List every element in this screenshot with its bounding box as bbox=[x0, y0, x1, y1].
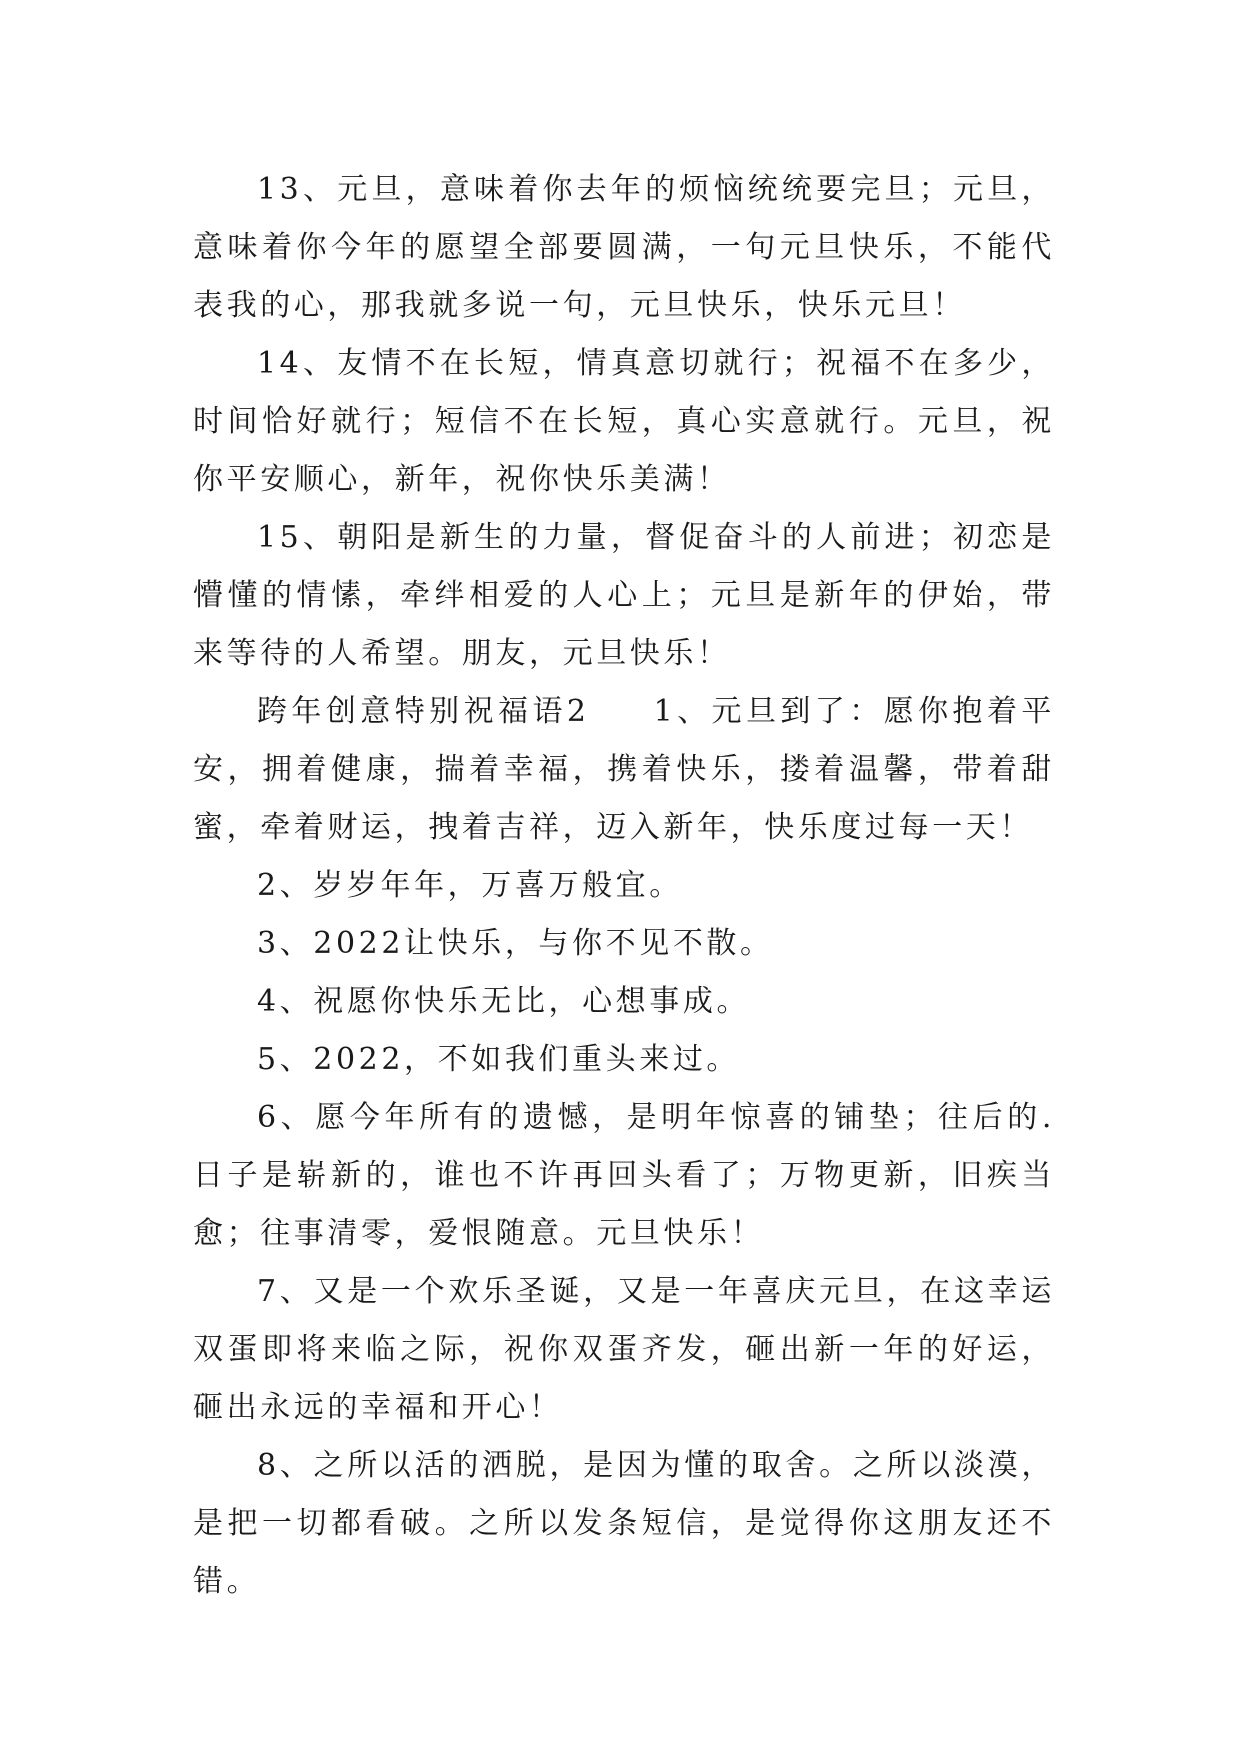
document-page bbox=[193, 161, 1055, 1611]
paragraph-14: 14、友情不在长短，情真意切就行；祝福不在多少，时间恰好就行；短信不在长短，真心实意就行。元旦，祝你平安顺心，新年，祝你快乐美满！ bbox=[193, 346, 1055, 497]
section-first-item: 1、元旦到了：愿你抱着平安，拥着健康，揣着幸福，携着快乐，搂着温馨，带着甜蜜，牵着财运，拽着吉祥，迈入新年，快乐度过每一天！ bbox=[193, 694, 1055, 845]
paragraph-7: 7、又是一个欢乐圣诞，又是一年喜庆元旦，在这幸运双蛋即将来临之际，祝你双蛋齐发，砸出新一年的好运，砸出永远的幸福和开心！ bbox=[193, 1274, 1055, 1425]
section-heading: 跨年创意特别祝福语2 bbox=[257, 694, 590, 729]
section-paragraph bbox=[193, 683, 1055, 857]
paragraph-4: 4、祝愿你快乐无比，心想事成。 bbox=[257, 984, 751, 1019]
paragraph-2: 2、岁岁年年，万喜万般宜。 bbox=[257, 868, 683, 903]
paragraph-15: 15、朝阳是新生的力量，督促奋斗的人前进；初恋是懵懂的情愫，牵绊相爱的人心上；元旦是新年的伊始，带来等待的人希望。朋友，元旦快乐！ bbox=[193, 520, 1055, 671]
paragraph-8: 8、之所以活的洒脱，是因为懂的取舍。之所以淡漠，是把一切都看破。之所以发条短信，是觉得你这朋友还不错。 bbox=[193, 1448, 1055, 1599]
paragraph-3: 3、2022让快乐，与你不见不散。 bbox=[257, 926, 774, 961]
paragraph-6: 6、愿今年所有的遗憾，是明年惊喜的铺垫；往后的.日子是崭新的，谁也不许再回头看了；万物更新，旧疾当愈；往事清零，爱恨随意。元旦快乐！ bbox=[193, 1100, 1055, 1251]
paragraph-13: 13、元旦，意味着你去年的烦恼统统要完旦；元旦，意味着你今年的愿望全部要圆满，一句元旦快乐，不能代表我的心，那我就多说一句，元旦快乐，快乐元旦！ bbox=[193, 172, 1055, 323]
paragraph-5: 5、2022，不如我们重头来过。 bbox=[257, 1042, 741, 1077]
